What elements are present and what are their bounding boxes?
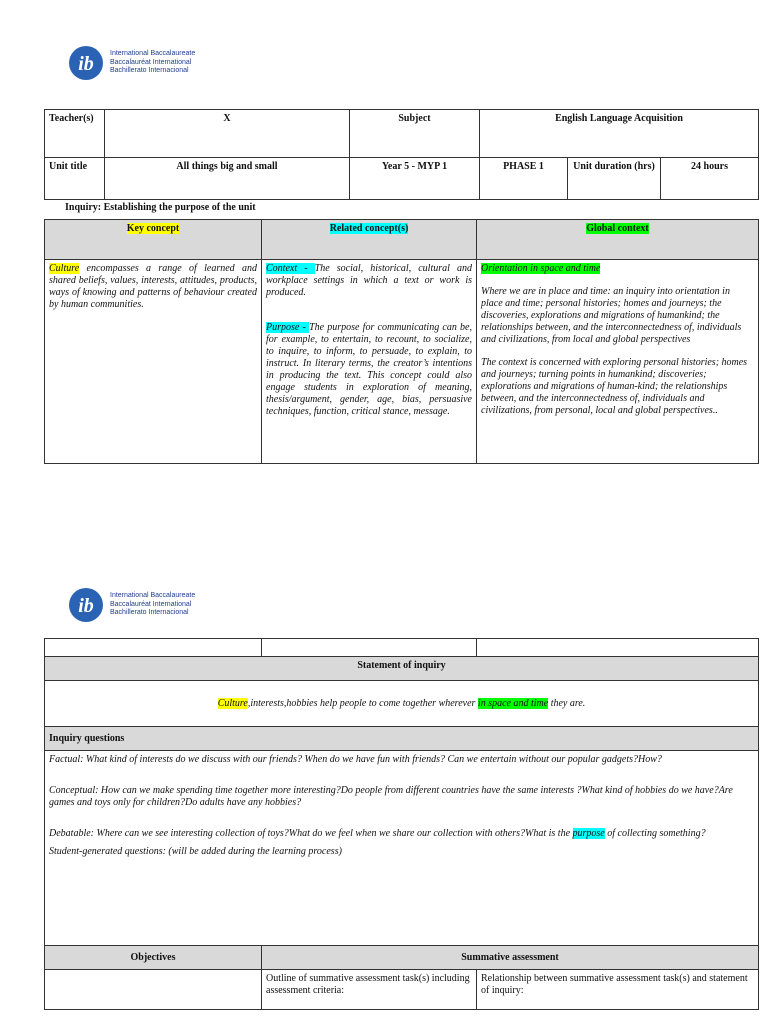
global-para-2: The context is concerned with exploring personal histories; homes and journeys; turning points in humankind; discoveries; explorations and migrations of human-kind; the relationships between, and the interconnectedness of, individuals and civilizations, from personal, local and global perspectives.. xyxy=(481,357,748,416)
global-context-header: Global context xyxy=(477,220,759,260)
inquiry-questions-header: Inquiry questions xyxy=(45,727,759,751)
logo-line-fr: Baccalauréat International xyxy=(110,58,192,66)
relationship-cell: Relationship between summative assessment task(s) and statement of inquiry: xyxy=(477,970,759,1010)
context-term: Context - xyxy=(266,263,315,274)
inquiry-heading: Inquiry: Establishing the purpose of the unit xyxy=(65,202,256,213)
duration-value: 24 hours xyxy=(661,158,759,200)
logo-line-en: International Baccalaureate xyxy=(110,50,196,58)
outline-cell: Outline of summative assessment task(s) including assessment criteria: xyxy=(262,970,477,1010)
teacher-value: X xyxy=(105,110,350,158)
logo-line-fr: Baccalauréat International xyxy=(110,600,192,608)
logo-line-en: International Baccalaureate xyxy=(110,592,196,600)
unit-header-table xyxy=(44,109,759,200)
empty-cell xyxy=(262,639,477,657)
statement-culture: Culture xyxy=(217,697,248,709)
ib-logo xyxy=(68,45,195,81)
context-text: The social, historical, cultural and workplace settings in which a text or work is produced. xyxy=(266,263,473,298)
ib-logo-icon xyxy=(68,587,104,623)
ib-logo-2 xyxy=(68,587,195,623)
logo-line-es: Bachillerato Internacional xyxy=(110,67,189,75)
key-concept-header: Key concept xyxy=(45,220,262,260)
empty-cell xyxy=(45,639,262,657)
statement-space-time: in space and time xyxy=(477,697,549,709)
key-concept-cell xyxy=(45,260,262,464)
related-concepts-header: Related concept(s) xyxy=(262,220,477,260)
unit-title-value: All things big and small xyxy=(105,158,350,200)
key-concept-term: Culture xyxy=(49,263,80,274)
svg-text:ib: ib xyxy=(78,595,94,617)
factual-question: Factual: What kind of interests do we discuss with our friends? When do we have fun with friends? Can we entertain without our popular gadgets?How? xyxy=(49,754,662,765)
key-concept-text: encompasses a range of learned and shared beliefs, values, interests, attitudes, products, ways of knowing and patterns of behaviour created by human communities. xyxy=(49,263,257,310)
svg-text:ib: ib xyxy=(78,53,94,75)
objectives-header: Objectives xyxy=(45,946,262,970)
conceptual-question: Conceptual: How can we make spending time together more interesting?Do people from different countries have the same interests ?What kind of hobbies do we have?Are games and toys only for children?Do adults have any hobbies? xyxy=(49,785,733,808)
year-value: Year 5 - MYP 1 xyxy=(350,158,480,200)
unit-title-label: Unit title xyxy=(45,158,105,200)
purpose-term: Purpose - xyxy=(266,322,310,333)
empty-cell xyxy=(477,639,759,657)
student-questions: Student-generated questions: (will be added during the learning process) xyxy=(49,846,342,857)
ib-logo-icon xyxy=(68,45,104,81)
purpose-text: The purpose for communicating can be, for example, to entertain, to recount, to socialize, to inquire, to inform, to persuade, to explain, to instruct. In literary terms, the creator’s intentions in producing the text. This concept could also engage students in exploration of meaning, thesis/argument, gender, age, bias, persuasive techniques, function, critical stance, message. xyxy=(266,322,472,417)
statement-header: Statement of inquiry xyxy=(45,657,759,681)
inquiry-table xyxy=(44,638,759,1010)
ib-logo-text xyxy=(110,592,195,618)
subject-label: Subject xyxy=(350,110,480,158)
global-para-1: Where we are in place and time: an inquiry into orientation in place and time; personal histories; homes and journeys; the discoveries, explorations and migrations of humankind; the relationships between, and the interconnectedness of, individuals and civilizations, from local and global perspectives xyxy=(481,286,742,345)
statement-end: they are. xyxy=(548,697,586,709)
summative-header: Summative assessment xyxy=(262,946,759,970)
global-term: Orientation in space and time xyxy=(481,263,601,274)
concepts-table xyxy=(44,219,759,464)
debatable-question: Debatable: Where can we see interesting collection of toys?What do we feel when we share our collection with others?What is the purpose of collecting something? xyxy=(49,828,706,839)
statement-mid: ,interests,hobbies help people to come together wherever xyxy=(247,697,478,709)
objectives-cell xyxy=(45,970,262,1010)
related-concepts-cell xyxy=(262,260,477,464)
subject-value: English Language Acquisition xyxy=(480,110,759,158)
statement-text xyxy=(45,681,759,727)
teacher-label: Teacher(s) xyxy=(45,110,105,158)
ib-logo-text xyxy=(110,50,195,76)
inquiry-questions-cell xyxy=(45,751,759,946)
global-context-cell xyxy=(477,260,759,464)
logo-line-es: Bachillerato Internacional xyxy=(110,609,189,617)
phase-value: PHASE 1 xyxy=(480,158,568,200)
duration-label: Unit duration (hrs) xyxy=(568,158,661,200)
